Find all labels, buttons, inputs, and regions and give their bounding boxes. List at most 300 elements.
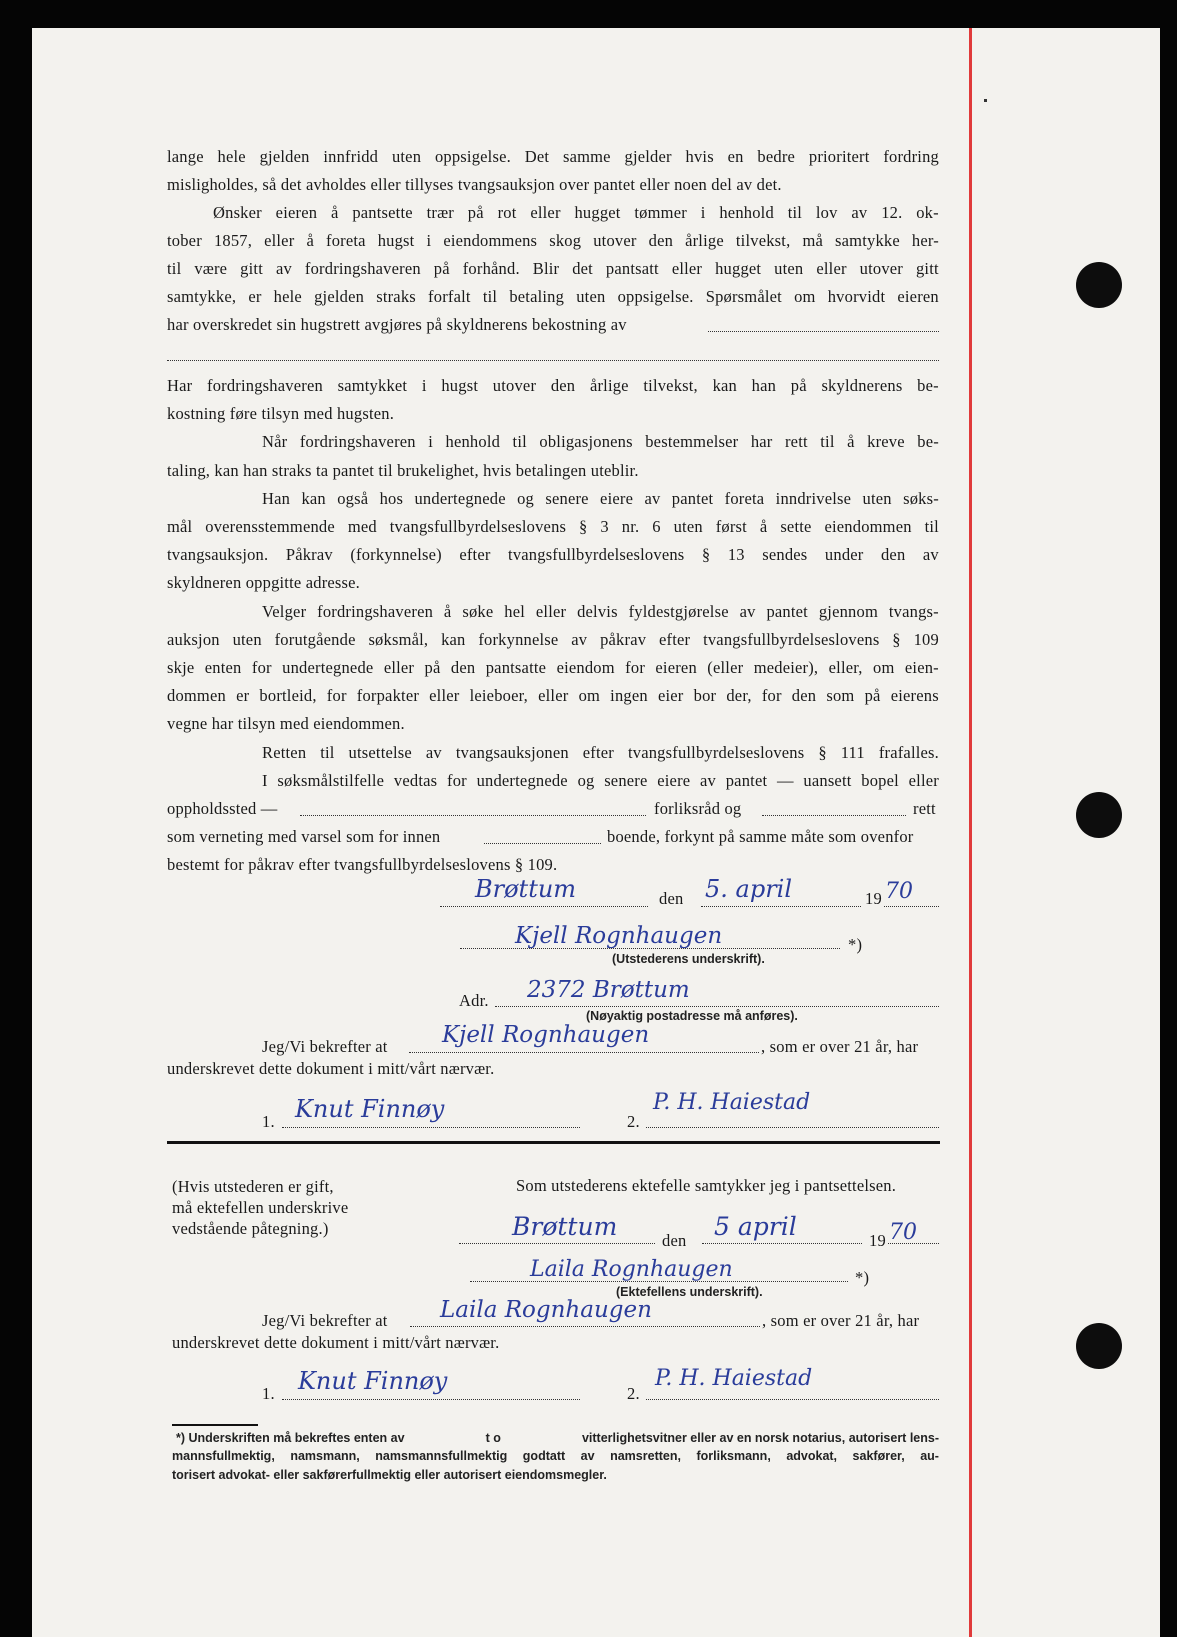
word: utover bbox=[593, 231, 637, 250]
witness-number: 1. bbox=[262, 1112, 275, 1131]
word: som bbox=[826, 686, 855, 705]
word: å bbox=[306, 231, 314, 250]
word: eller bbox=[264, 231, 295, 250]
footnote-rule bbox=[172, 1424, 258, 1426]
den-label: den bbox=[662, 1231, 687, 1250]
text-line bbox=[167, 259, 939, 279]
word: til bbox=[820, 432, 835, 451]
word: eieren bbox=[897, 287, 939, 306]
word: uten bbox=[576, 287, 606, 306]
word: Har bbox=[167, 376, 193, 395]
word: foreta bbox=[326, 231, 366, 250]
word: inndrivelse bbox=[775, 489, 852, 508]
issuer-address: 2372 Brøttum bbox=[527, 977, 690, 1003]
spouse-note: (Hvis utstederen er gift, bbox=[172, 1177, 334, 1196]
word: der, bbox=[726, 686, 752, 705]
word: eiendommens bbox=[443, 231, 538, 250]
word: uten bbox=[774, 259, 804, 278]
blank-field bbox=[440, 906, 648, 907]
text-line bbox=[262, 771, 939, 791]
punch-hole-3 bbox=[1076, 1323, 1122, 1369]
word: den bbox=[880, 545, 906, 564]
word: å bbox=[330, 203, 339, 222]
text-line: skyldneren oppgitte adresse. bbox=[167, 573, 361, 592]
word: tvangsauksjonen bbox=[455, 743, 569, 762]
word: uten bbox=[673, 517, 703, 536]
word: lange bbox=[167, 147, 204, 166]
word: lov bbox=[815, 203, 838, 222]
blank-field bbox=[762, 815, 906, 816]
word: nr. bbox=[621, 517, 640, 536]
word: fordringshaveren bbox=[317, 602, 434, 621]
word: gitt bbox=[240, 259, 263, 278]
word: skyldnerens bbox=[821, 376, 903, 395]
word: å bbox=[847, 432, 855, 451]
word: Ønsker bbox=[213, 203, 262, 222]
word: til bbox=[512, 432, 527, 451]
word: straks bbox=[376, 287, 416, 306]
word: pantet bbox=[671, 489, 714, 508]
word: samme bbox=[562, 147, 611, 166]
footnote-text: vitterlighetsvitner eller av en norsk notarius, autorisert lens- bbox=[581, 1431, 939, 1445]
word: forutgående bbox=[274, 630, 356, 649]
word: av bbox=[580, 1449, 595, 1463]
witness-number: 1. bbox=[262, 1384, 275, 1403]
footnote-line: torisert advokat- eller sakførerfullmektig eller autorisert eiendomsmegler. bbox=[172, 1468, 607, 1482]
word: for bbox=[251, 658, 272, 677]
word: fordringshaveren bbox=[304, 259, 421, 278]
word: den bbox=[648, 231, 674, 250]
word: eller bbox=[429, 686, 460, 705]
text-line: oppholdssted — bbox=[167, 799, 278, 818]
word: 1857, bbox=[213, 231, 253, 250]
word: søke bbox=[462, 602, 494, 621]
word: kan bbox=[301, 489, 326, 508]
word: utsettelse bbox=[348, 743, 412, 762]
confirm-text: , som er over 21 år, har bbox=[761, 1037, 919, 1056]
den-label: den bbox=[659, 889, 684, 908]
word: hele bbox=[217, 147, 246, 166]
blank-field bbox=[884, 906, 939, 907]
issuer-signature: Kjell Rognhaugen bbox=[515, 923, 723, 949]
text-line bbox=[262, 432, 939, 452]
word: pantet bbox=[725, 771, 768, 790]
word: hugst bbox=[377, 231, 415, 250]
word: enten bbox=[204, 658, 242, 677]
signature-line bbox=[470, 1281, 848, 1282]
issuer-year: 70 bbox=[885, 879, 913, 904]
word: eller bbox=[816, 259, 847, 278]
word: sendes bbox=[762, 545, 808, 564]
word: hugget bbox=[715, 259, 762, 278]
asterisk: *) bbox=[848, 935, 863, 954]
spouse-note: må ektefellen underskrive bbox=[172, 1198, 349, 1217]
word: fordringshaveren bbox=[299, 432, 416, 451]
word: eller bbox=[671, 259, 703, 278]
word: namsretten, bbox=[610, 1449, 681, 1463]
word: hugst bbox=[441, 376, 479, 395]
word: Blir bbox=[532, 259, 560, 278]
asterisk: *) bbox=[855, 1268, 870, 1287]
year-prefix: 19 bbox=[865, 889, 882, 908]
word: forkynnelse bbox=[478, 630, 559, 649]
word: av bbox=[922, 545, 939, 564]
word: den bbox=[791, 686, 817, 705]
footnote-line bbox=[172, 1448, 939, 1464]
word: først bbox=[715, 517, 747, 536]
text-line bbox=[262, 743, 939, 763]
word: er bbox=[248, 287, 262, 306]
address-line bbox=[495, 1006, 939, 1007]
word: søks- bbox=[903, 489, 939, 508]
witness-number: 2. bbox=[627, 1384, 640, 1403]
word: av bbox=[644, 489, 661, 508]
word: Retten bbox=[262, 743, 307, 762]
word: hele bbox=[273, 287, 302, 306]
word: advokat, bbox=[786, 1449, 838, 1463]
word: hel bbox=[504, 602, 526, 621]
word: rot bbox=[497, 203, 517, 222]
spouse-date: 5 april bbox=[714, 1212, 797, 1241]
word: efter bbox=[659, 630, 691, 649]
blank-field bbox=[459, 1243, 655, 1244]
word: den bbox=[450, 658, 476, 677]
word: eierens bbox=[890, 686, 939, 705]
divider bbox=[167, 1141, 940, 1144]
word: må bbox=[802, 231, 823, 250]
word: på bbox=[467, 203, 484, 222]
word: gjelden bbox=[259, 147, 310, 166]
word: pantet bbox=[766, 602, 808, 621]
word: på bbox=[790, 376, 807, 395]
word: Når bbox=[262, 432, 288, 451]
word: hvorvidt bbox=[827, 287, 886, 306]
word: be- bbox=[917, 376, 939, 395]
word: i bbox=[700, 203, 706, 222]
word: § bbox=[892, 630, 901, 649]
address-label: Adr. bbox=[459, 991, 489, 1010]
word: på bbox=[864, 686, 881, 705]
word: i bbox=[428, 432, 434, 451]
word: overensstemmende bbox=[205, 517, 335, 536]
word: I bbox=[262, 771, 268, 790]
word: oppsigelse. bbox=[617, 287, 694, 306]
word: kreve bbox=[867, 432, 905, 451]
word: av bbox=[739, 602, 756, 621]
word: namsmann, bbox=[290, 1449, 360, 1463]
word: her- bbox=[911, 231, 939, 250]
word: sette bbox=[780, 517, 812, 536]
word: 13 bbox=[727, 545, 745, 564]
punch-hole-2 bbox=[1076, 792, 1122, 838]
word: eller bbox=[538, 686, 569, 705]
text-line: taling, kan han straks ta pantet til brukelighet, hvis betalingen uteblir. bbox=[167, 461, 639, 480]
text-line bbox=[262, 602, 939, 622]
word: au- bbox=[920, 1449, 939, 1463]
word: fordringshaveren bbox=[207, 376, 323, 395]
word: eiere bbox=[657, 771, 691, 790]
word: henhold bbox=[719, 203, 774, 222]
confirm-text: underskrevet dette dokument i mitt/vårt nærvær. bbox=[172, 1333, 500, 1352]
word: i bbox=[421, 376, 427, 395]
word: undertegnede bbox=[476, 771, 568, 790]
word: medeier), bbox=[753, 658, 819, 677]
word: leieboer, bbox=[469, 686, 528, 705]
word: skog bbox=[549, 231, 582, 250]
word: § bbox=[701, 545, 711, 564]
word: også bbox=[337, 489, 369, 508]
blank-field bbox=[701, 906, 861, 907]
word: auksjon bbox=[167, 630, 220, 649]
word: forhånd. bbox=[462, 259, 520, 278]
word: for bbox=[326, 686, 347, 705]
blank-field bbox=[409, 1052, 759, 1053]
word: med bbox=[347, 517, 377, 536]
word: mannsfullmektig, bbox=[172, 1449, 275, 1463]
word: til bbox=[787, 203, 803, 222]
word: å bbox=[443, 602, 452, 621]
witness-number: 2. bbox=[627, 1112, 640, 1131]
confirm-name: Laila Rognhaugen bbox=[440, 1297, 652, 1323]
word: uten bbox=[862, 489, 892, 508]
witness-2-signature: P. H. Haiestad bbox=[653, 1090, 811, 1115]
blank-field bbox=[484, 843, 601, 844]
word: ingen bbox=[610, 686, 648, 705]
word: den bbox=[550, 376, 576, 395]
word: bor bbox=[693, 686, 717, 705]
word: samtykke, bbox=[167, 287, 237, 306]
word: påkrav bbox=[600, 630, 647, 649]
word: eien- bbox=[904, 658, 939, 677]
text-line: vegne har tilsyn med eiendommen. bbox=[167, 714, 405, 733]
word: Det bbox=[524, 147, 550, 166]
word: Påkrav bbox=[285, 545, 333, 564]
blank-field bbox=[888, 1243, 939, 1244]
word: gitt bbox=[915, 259, 939, 278]
word: være bbox=[194, 259, 228, 278]
word: det bbox=[572, 259, 593, 278]
word: kan bbox=[441, 630, 466, 649]
text-line: kostning føre tilsyn med hugsten. bbox=[167, 404, 395, 423]
word: tvangsfullbyrdelseslovens bbox=[627, 743, 805, 762]
blank-field bbox=[167, 360, 939, 361]
spouse-consent: Som utstederens ektefelle samtykker jeg i pantsettelsen. bbox=[516, 1176, 897, 1195]
word: på bbox=[433, 259, 450, 278]
text-line bbox=[167, 658, 939, 678]
word: til bbox=[924, 517, 939, 536]
word: tømmer bbox=[634, 203, 687, 222]
word: av bbox=[425, 743, 442, 762]
word: bedre bbox=[757, 147, 796, 166]
word: ok- bbox=[916, 203, 939, 222]
confirm-text: Jeg/Vi bekrefter at bbox=[262, 1037, 388, 1056]
text-line: har overskredet sin hugstrett avgjøres på skyldnerens bekostning av bbox=[167, 315, 627, 334]
word: til bbox=[482, 287, 498, 306]
blank-field bbox=[410, 1326, 760, 1327]
word: søksmål, bbox=[368, 630, 429, 649]
word: mål bbox=[167, 517, 193, 536]
word: for bbox=[625, 658, 646, 677]
word: gjelder bbox=[624, 147, 672, 166]
word: § bbox=[818, 743, 827, 762]
punch-hole-1 bbox=[1076, 262, 1122, 308]
signature-caption: (Utstederens underskrift). bbox=[612, 952, 765, 966]
word: bestemmelser bbox=[645, 432, 739, 451]
text-line bbox=[167, 630, 939, 650]
confirm-text: underskrevet dette dokument i mitt/vårt nærvær. bbox=[167, 1059, 495, 1078]
word: tvangsfullbyrdelseslovens bbox=[703, 630, 880, 649]
word: utover bbox=[492, 376, 537, 395]
word: gjelden bbox=[314, 287, 365, 306]
spouse-signature: Laila Rognhaugen bbox=[530, 1257, 733, 1282]
text-line: rett bbox=[913, 799, 936, 818]
word: skje bbox=[167, 658, 195, 677]
word: delvis bbox=[577, 602, 618, 621]
word: obligasjonens bbox=[539, 432, 633, 451]
text-line bbox=[167, 287, 939, 307]
word: efter bbox=[459, 545, 491, 564]
word: tilvekst, bbox=[643, 376, 698, 395]
word: be- bbox=[917, 432, 939, 451]
word: senere bbox=[545, 489, 589, 508]
text-line: boende, forkynt på samme måte som ovenfor bbox=[607, 827, 914, 846]
word: årlige bbox=[685, 231, 724, 250]
word: eiendom bbox=[556, 658, 615, 677]
word: av bbox=[571, 630, 588, 649]
word: tilvekst, bbox=[735, 231, 791, 250]
word: henhold bbox=[445, 432, 501, 451]
confirm-text: Jeg/Vi bekrefter at bbox=[262, 1311, 388, 1330]
word: eller bbox=[908, 771, 939, 790]
word: vedtas bbox=[393, 771, 438, 790]
word: tvangs- bbox=[888, 602, 939, 621]
address-caption: (Nøyaktig postadresse må anføres). bbox=[586, 1009, 798, 1023]
word: foreta bbox=[724, 489, 765, 508]
word: Spørsmålet bbox=[705, 287, 782, 306]
issuer-place: Brøttum bbox=[475, 875, 577, 903]
text-line: forliksråd og bbox=[654, 799, 742, 818]
word: gjennom bbox=[818, 602, 878, 621]
word: en bbox=[727, 147, 744, 166]
word: innfridd bbox=[323, 147, 379, 166]
word: 109 bbox=[913, 630, 939, 649]
word: frafalles. bbox=[878, 743, 939, 762]
word: senere bbox=[604, 771, 648, 790]
footnote-text: t o bbox=[485, 1431, 501, 1445]
word: 12. bbox=[881, 203, 903, 222]
word: forliksmann, bbox=[696, 1449, 771, 1463]
issuer-date: 5. april bbox=[705, 875, 793, 903]
word: bortleid, bbox=[259, 686, 317, 705]
word: § bbox=[579, 517, 588, 536]
word: fyldestgjørelse bbox=[628, 602, 729, 621]
spouse-note: vedstående påtegning.) bbox=[172, 1219, 329, 1238]
word: (eller bbox=[707, 658, 744, 677]
signature-line bbox=[282, 1399, 580, 1400]
signature-line bbox=[646, 1399, 939, 1400]
blank-field bbox=[300, 815, 646, 816]
word: efter bbox=[582, 743, 615, 762]
word: eller bbox=[535, 602, 567, 621]
word: av bbox=[851, 203, 868, 222]
footnote-line bbox=[176, 1430, 939, 1446]
word: kan bbox=[712, 376, 737, 395]
witness-2-signature: P. H. Haiestad bbox=[655, 1366, 813, 1391]
signature-line bbox=[282, 1127, 580, 1128]
word: tvangsfullbyrdelseslovens bbox=[508, 545, 685, 564]
word: å bbox=[759, 517, 768, 536]
word: av bbox=[700, 771, 717, 790]
text-line bbox=[262, 489, 939, 509]
word: eller, bbox=[828, 658, 863, 677]
word: uten bbox=[232, 630, 262, 649]
word: 111 bbox=[840, 743, 865, 762]
word: pantsatte bbox=[485, 658, 547, 677]
word: tvangsauksjon. bbox=[167, 545, 269, 564]
word: rett bbox=[784, 432, 808, 451]
word: er bbox=[236, 686, 250, 705]
text-line bbox=[167, 517, 939, 537]
text-line bbox=[167, 686, 939, 706]
spouse-year: 70 bbox=[889, 1220, 917, 1245]
word: har bbox=[750, 432, 773, 451]
margin-line bbox=[969, 28, 972, 1637]
text-line bbox=[167, 147, 939, 167]
text-line bbox=[213, 203, 939, 223]
word: for bbox=[447, 771, 467, 790]
word: undertegnede bbox=[282, 658, 374, 677]
word: utover bbox=[859, 259, 903, 278]
word: av bbox=[275, 259, 292, 278]
word: Velger bbox=[262, 602, 307, 621]
word: trær bbox=[426, 203, 454, 222]
word: dommen bbox=[167, 686, 226, 705]
signature-line bbox=[646, 1127, 939, 1128]
word: om bbox=[873, 658, 895, 677]
word: søksmålstilfelle bbox=[277, 771, 385, 790]
word: bopel bbox=[861, 771, 899, 790]
signature-line bbox=[460, 948, 840, 949]
word: på bbox=[424, 658, 441, 677]
word: forpakter bbox=[356, 686, 420, 705]
word: eiere bbox=[600, 489, 634, 508]
text-line: som verneting med varsel som for innen bbox=[167, 827, 441, 846]
word: 3 bbox=[600, 517, 609, 536]
word: sakfører, bbox=[852, 1449, 905, 1463]
word: fordring bbox=[883, 147, 939, 166]
word: uten bbox=[391, 147, 422, 166]
witness-1-signature: Knut Finnøy bbox=[295, 1095, 445, 1123]
word: og bbox=[577, 771, 595, 790]
word: og bbox=[517, 489, 535, 508]
word: årlige bbox=[589, 376, 629, 395]
word: hos bbox=[379, 489, 404, 508]
mark bbox=[984, 99, 987, 102]
word: han bbox=[751, 376, 777, 395]
word: samtykke bbox=[835, 231, 900, 250]
text-line: misligholdes, så det avholdes eller tillyses tvangsauksjon over pantet eller noen del av det. bbox=[167, 175, 782, 194]
text-line: bestemt for påkrav efter tvangsfullbyrdelseslovens § 109. bbox=[167, 855, 558, 874]
word: under bbox=[824, 545, 864, 564]
word: forfalt bbox=[428, 287, 471, 306]
word: pantsette bbox=[352, 203, 413, 222]
word: godtatt bbox=[522, 1449, 566, 1463]
word: betaling bbox=[509, 287, 565, 306]
word: oppsigelse. bbox=[434, 147, 511, 166]
word: pantsatt bbox=[605, 259, 659, 278]
year-prefix: 19 bbox=[869, 1231, 886, 1250]
word: — bbox=[776, 771, 794, 790]
